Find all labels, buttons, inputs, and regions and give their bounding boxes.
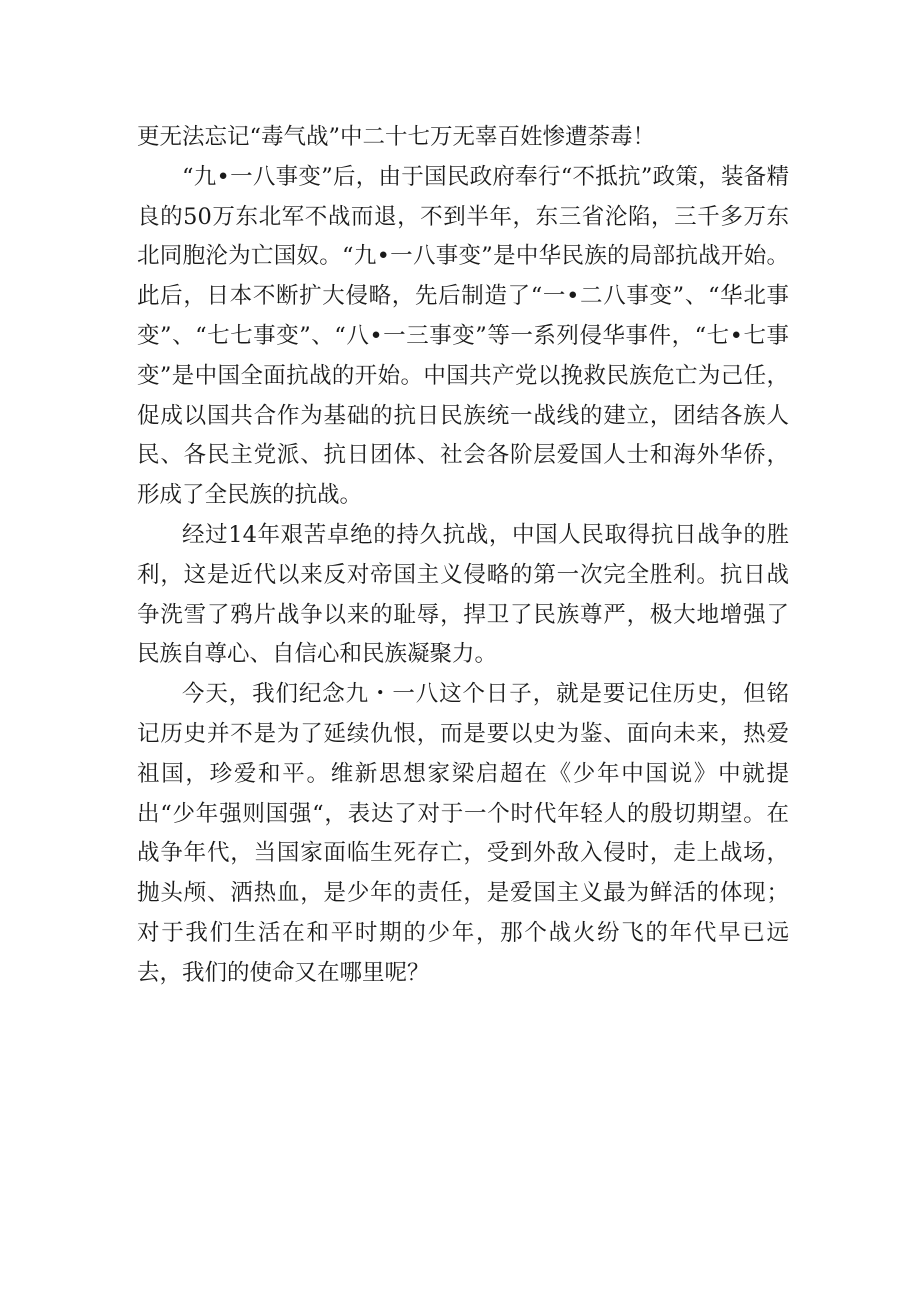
paragraph-september-18-incident: “九•一八事变”后，由于国民政府奉行“不抵抗”政策，装备精良的50万东北军不战而退，不到半年，东三省沦陷，三千多万东北同胞沦为亡国奴。“九•一八事变”是中华民族的局部抗战开始。此后，日本不断扩大侵略，先后制造了“一•二八事变”、“华北事变”、“七七事变”、“八•一三事变”等一系列侵华事件，“七•七事变”是中国全面抗战的开始。中国共产党以挽救民族危亡为己任，促成以国共合作为基础的抗日民族统一战线的建立，团结各族人民、各民主党派、抗日团体、社会各阶层爱国人士和海外华侨，形成了全民族的抗战。 <box>137 163 789 509</box>
paragraph-commemoration: 今天，我们纪念九・一八这个日子，就是要记住历史，但铭记历史并不是为了延续仇恨，而是要以史为鉴、面向未来，热爱祖国，珍爱和平。维新思想家梁启超在《少年中国说》中就提出“少年强则国强“，表达了对于一个时代年轻人的殷切期望。在战争年代，当国家面临生死存亡，受到外敌入侵时，走上战场，抛头颅、洒热血，是少年的责任，是爱国主义最为鲜活的体现；对于我们生活在和平时期的少年，那个战火纷飞的年代早已远去，我们的使命又在哪里呢？ <box>137 681 789 986</box>
paragraph-victory: 经过14年艰苦卓绝的持久抗战，中国人民取得抗日战争的胜利，这是近代以来反对帝国主义侵略的第一次完全胜利。抗日战争洗雪了鸦片战争以来的耻辱，捍卫了民族尊严，极大地增强了民族自尊心、自信心和民族凝聚力。 <box>137 521 789 668</box>
paragraph-continuation: 更无法忘记“毒气战”中二十七万无辜百姓惨遭荼毒！ <box>137 124 656 150</box>
document-body <box>137 118 789 994</box>
